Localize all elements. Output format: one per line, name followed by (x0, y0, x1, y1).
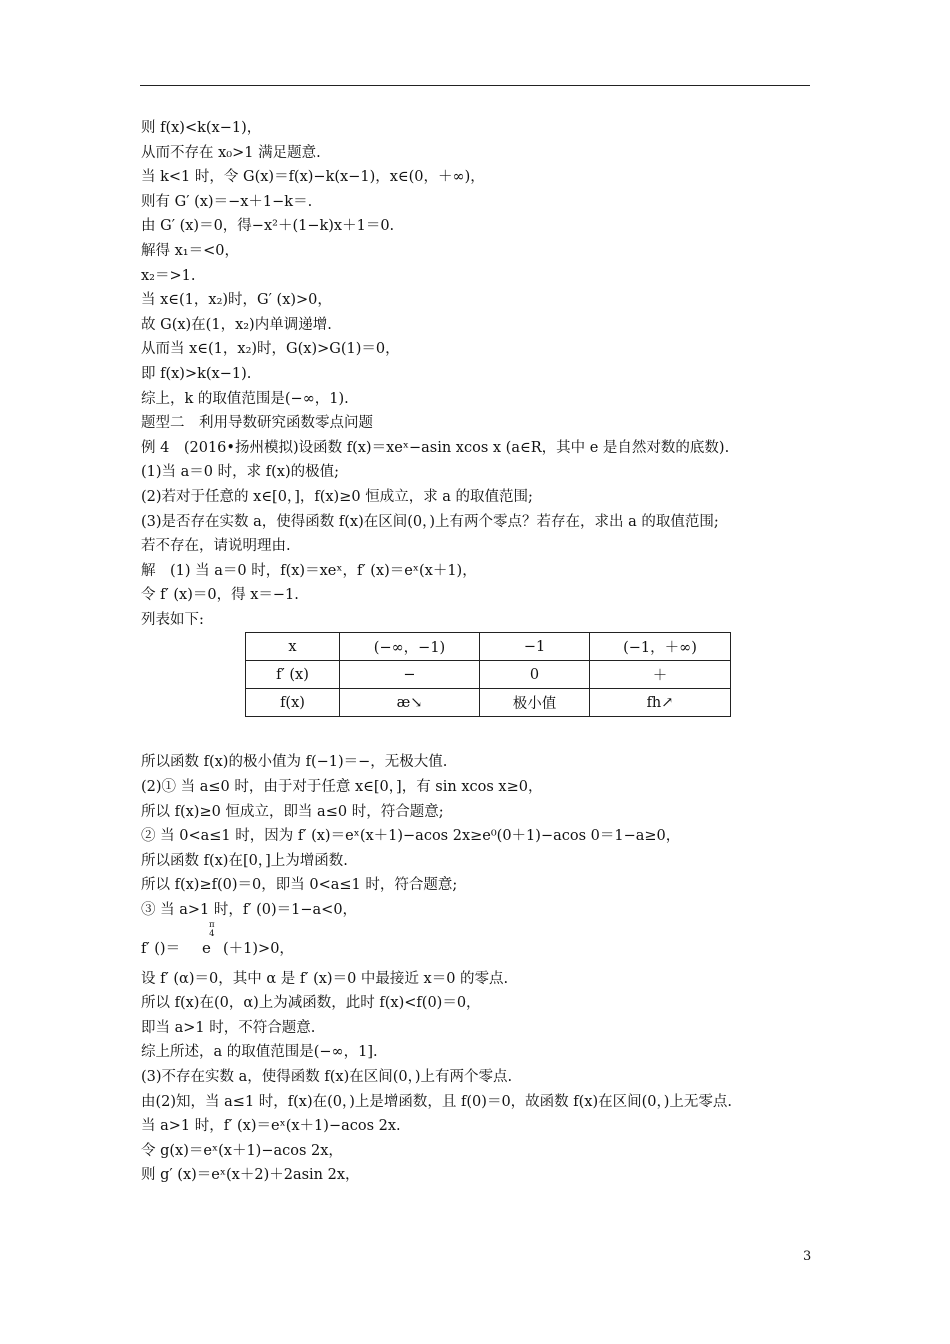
table-cell: x (246, 633, 340, 661)
text-line: ③ 当 a>1 时，f′ (0)＝1−a<0， (141, 902, 358, 919)
table-cell: (−∞，−1) (340, 633, 480, 661)
header-rule (140, 85, 810, 86)
table-row (246, 689, 731, 717)
formula-tail: (＋1)>0， (223, 940, 294, 957)
text-line: 设 f′ (α)＝0，其中 α 是 f′ (x)＝0 中最接近 x＝0 的零点. (141, 970, 509, 987)
text-line: 综上所述，a 的取值范围是(−∞，1]. (141, 1044, 378, 1061)
text-line: 即 f(x)>k(x−1). (141, 365, 252, 382)
text-line: 当 a>1 时，f′ (x)＝eˣ(x＋1)−acos 2x. (141, 1118, 401, 1135)
formula-lead: f′ ()＝ (141, 940, 181, 957)
table-cell: 0 (480, 661, 590, 689)
text-line: 令 g(x)＝eˣ(x＋1)−acos 2x， (141, 1142, 343, 1159)
table-cell: ＋ (590, 661, 731, 689)
table-cell: − (340, 661, 480, 689)
text-line: 当 k<1 时，令 G(x)＝f(x)−k(x−1)，x∈(0，＋∞)， (141, 169, 485, 186)
page-body (141, 116, 821, 1188)
question-2: (2)若对于任意的 x∈[0，]，f(x)≥0 恒成立，求 a 的取值范围; (141, 488, 533, 505)
text-line: 列表如下: (141, 611, 204, 628)
text-line: 从而当 x∈(1，x₂)时，G(x)>G(1)＝0， (141, 341, 400, 358)
text-line: 所以 f(x)在(0，α)上为减函数，此时 f(x)<f(0)＝0， (141, 995, 481, 1012)
text-line: ② 当 0<a≤1 时，因为 f′ (x)＝eˣ(x＋1)−acos 2x≥e⁰(0＋1)−acos 0＝1−a≥0， (141, 828, 681, 845)
table-cell: æ↘ (340, 689, 480, 717)
text-line: 当 x∈(1，x₂)时，G′ (x)>0， (141, 292, 332, 309)
table-cell: f(x) (246, 689, 340, 717)
question-1: (1)当 a＝0 时，求 f(x)的极值; (141, 464, 339, 481)
table-row (246, 633, 731, 661)
exponent-bottom: 4 (209, 928, 215, 939)
section-heading: 题型二 利用导数研究函数零点问题 (141, 415, 373, 432)
text-line: 解得 x₁＝<0， (141, 242, 239, 259)
text-line: (2)① 当 a≤0 时，由于对于任意 x∈[0，]，有 sin xcos x≥0， (141, 779, 543, 796)
table-cell: −1 (480, 633, 590, 661)
text-line: 综上，k 的取值范围是(−∞，1). (141, 390, 349, 407)
text-line: 所以函数 f(x)在[0，]上为增函数. (141, 852, 348, 869)
table-cell: fh↗ (590, 689, 731, 717)
text-line: 则有 G′ (x)＝−x＋1−k＝. (141, 193, 313, 210)
text-line: 由(2)知，当 a≤1 时，f(x)在(0，)上是增函数，且 f(0)＝0，故函数 f(x)在区间(0，)上无零点. (141, 1093, 733, 1110)
text-line: 令 f′ (x)＝0，得 x＝−1. (141, 587, 299, 604)
text-line: 所以函数 f(x)的极小值为 f(−1)＝−，无极大值. (141, 754, 448, 771)
formula-exponent (209, 921, 215, 939)
text-line: (3)不存在实数 a，使得函数 f(x)在区间(0，)上有两个零点. (141, 1069, 513, 1085)
text-line: 则 f(x)<k(x−1)， (141, 120, 262, 136)
text-line: 若不存在，请说明理由. (141, 538, 291, 555)
formula-line (141, 919, 821, 967)
page-number: 3 (803, 1249, 812, 1264)
text-line: 故 G(x)在(1，x₂)内单调递增. (141, 316, 332, 333)
exponent-top: π (209, 919, 215, 930)
text-line: 即当 a>1 时，不符合题意. (141, 1019, 316, 1036)
text-line: 则 g′ (x)＝eˣ(x＋2)＋2asin 2x， (141, 1167, 360, 1184)
text-line: 所以 f(x)≥f(0)＝0，即当 0<a≤1 时，符合题意; (141, 877, 458, 894)
sign-table (245, 632, 731, 717)
question-3: (3)是否存在实数 a，使得函数 f(x)在区间(0，)上有两个零点？若存在，求出 a 的取值范围; (141, 513, 719, 530)
table-cell: (−1，＋∞) (590, 633, 731, 661)
table-cell: f′ (x) (246, 661, 340, 689)
text-line: x₂＝>1. (141, 267, 196, 284)
formula-base: e (202, 938, 211, 957)
text-line: 从而不存在 x₀>1 满足题意. (141, 144, 321, 161)
example-statement: 例 4 (2016•扬州模拟)设函数 f(x)＝xeˣ−asin xcos x (a∈R，其中 e 是自然对数的底数). (141, 439, 730, 456)
text-line: 由 G′ (x)＝0，得−x²＋(1−k)x＋1＝0. (141, 218, 395, 235)
solution-start: 解 (1) 当 a＝0 时，f(x)＝xeˣ，f′ (x)＝eˣ(x＋1)， (141, 562, 477, 579)
table-row (246, 661, 731, 689)
text-line: 所以 f(x)≥0 恒成立，即当 a≤0 时，符合题意; (141, 803, 444, 820)
table-container (141, 632, 821, 750)
table-cell: 极小值 (480, 689, 590, 717)
